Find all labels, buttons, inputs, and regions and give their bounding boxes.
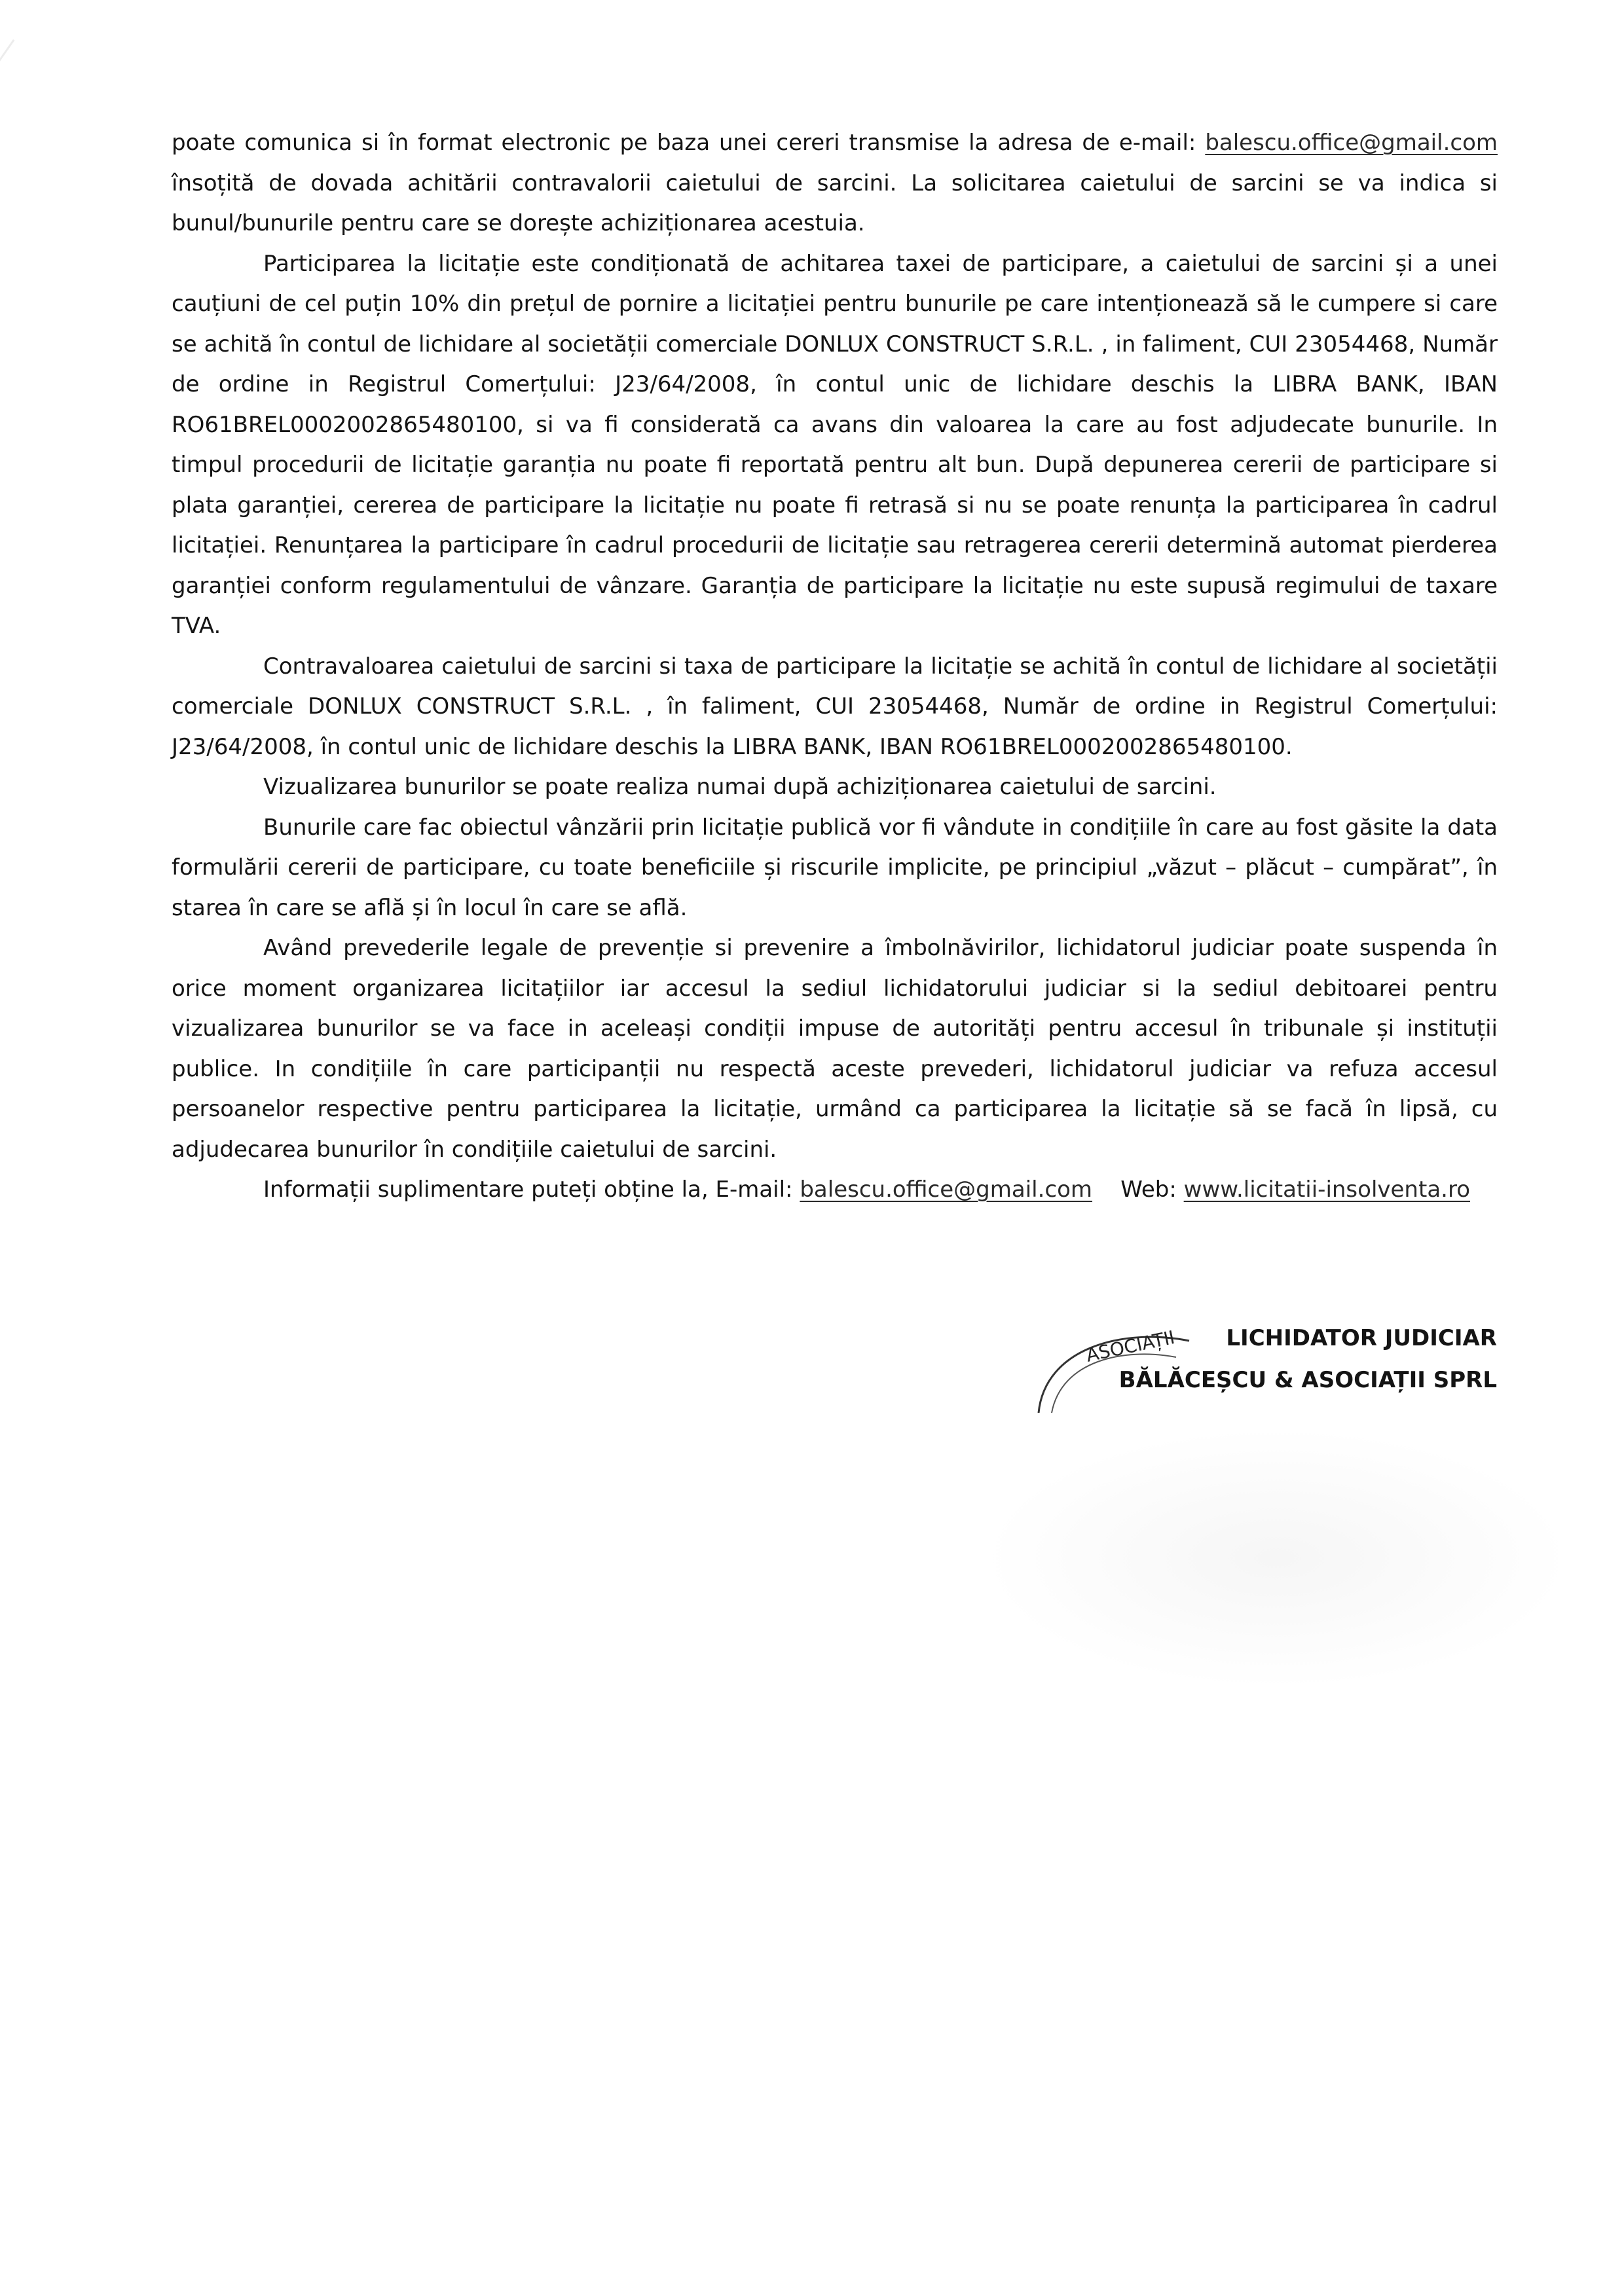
paragraph-4: Vizualizarea bunurilor se poate realiza numai după achiziționarea caietului de sarcini. [263, 774, 1217, 800]
signature-block [1025, 1321, 1497, 1419]
paragraph-5: Bunurile care fac obiectul vânzării prin licitație publică vor fi vândute in condițiile în care au fost găsite la data formulării cererii de participare, cu toate beneficiile și riscurile implicite, pe principiul „văzut – plăcut – cumpărat”, în starea în care se află și în locul în care se află. [172, 814, 1498, 921]
contact-email-link[interactable]: balescu.office@gmail.com [800, 1176, 1093, 1203]
paragraph-2: Participarea la licitație este condiționată de achitarea taxei de participare, a caietului de sarcini și a unei cauțiuni de cel puțin 10% din prețul de pornire a licitației pentru bunurile pe care intenționează să le cumpere si care se achită în contul de lichidare al societății comerciale DONLUX CONSTRUCT S.R.L. , in faliment, CUI 23054468, Număr de ordine in Registrul Comerțului: J23/64/2008, în contul unic de lichidare deschis la LIBRA BANK, IBAN RO61BREL0002002865480100, si va fi considerată ca avans din valoarea la care au fost adjudecate bunurile. In timpul procedurii de licitație garanția nu poate fi reportată pentru alt bun. După depunerea cererii de participare si plata garanției, cererea de participare la licitație nu poate fi retrasă si nu se poate renunța la participarea în cadrul licitației. Renunțarea la participare în cadrul procedurii de licitație sau retragerea cererii determină automat pierderea garanției conform regulamentului de vânzare. Garanția de participare la licitație nu este supusă regimului de taxare TVA. [172, 250, 1498, 639]
svg-text:ASOCIAȚII [1084, 1326, 1177, 1366]
signature-firm: BĂLĂCEȘCU & ASOCIAȚII SPRL [1118, 1367, 1497, 1393]
signature-title: LICHIDATOR JUDICIAR [1226, 1325, 1497, 1351]
paragraph-3: Contravaloarea caietului de sarcini si taxa de participare la licitație se achită în contul de lichidare al societății comerciale DONLUX CONSTRUCT S.R.L. , în faliment, CUI 23054468, Număr de ordine in Registrul Comerțului: J23/64/2008, în contul unic de lichidare deschis la LIBRA BANK, IBAN RO61BREL0002002865480100. [172, 653, 1498, 760]
scan-artifact [0, 39, 14, 212]
paragraph-1: poate comunica si în format electronic pe baza unei cereri transmise la adresa de e-mail: balescu.office@gmail.com însoțită de dovada achitării contravalorii caietului de sarcini. La solicitarea caietului de sarcini se va indica si bunul/bunurile pentru care se dorește achiziționarea acestuia. [172, 130, 1498, 236]
scan-smudge [982, 1427, 1572, 1689]
paragraph-6: Având prevederile legale de prevenție si prevenire a îmbolnăvirilor, lichidatorul judiciar poate suspenda în orice moment organizarea licitațiilor iar accesul la sediul lichidatorului judiciar si la sediul debitoarei pentru vizualizarea bunurilor se va face in aceleași condiții impuse de autorități pentru accesul în tribunale și instituții publice. In condițiile în care participanții nu respectă aceste prevederi, lichidatorul judiciar va refuza accesul persoanelor respective pentru participarea la licitație, urmând ca participarea la licitație să se facă în lipsă, cu adjudecarea bunurilor în condițiile caietului de sarcini. [172, 935, 1498, 1163]
email-link[interactable]: balescu.office@gmail.com [1205, 130, 1498, 156]
website-link[interactable]: www.licitatii-insolventa.ro [1183, 1176, 1470, 1203]
stamp-text: ASOCIAȚII [1084, 1326, 1177, 1366]
document-body [172, 123, 1498, 1211]
paragraph-7: Informații suplimentare puteți obține la, E-mail: balescu.office@gmail.com Web: www.licitatii-insolventa.ro [263, 1176, 1470, 1203]
